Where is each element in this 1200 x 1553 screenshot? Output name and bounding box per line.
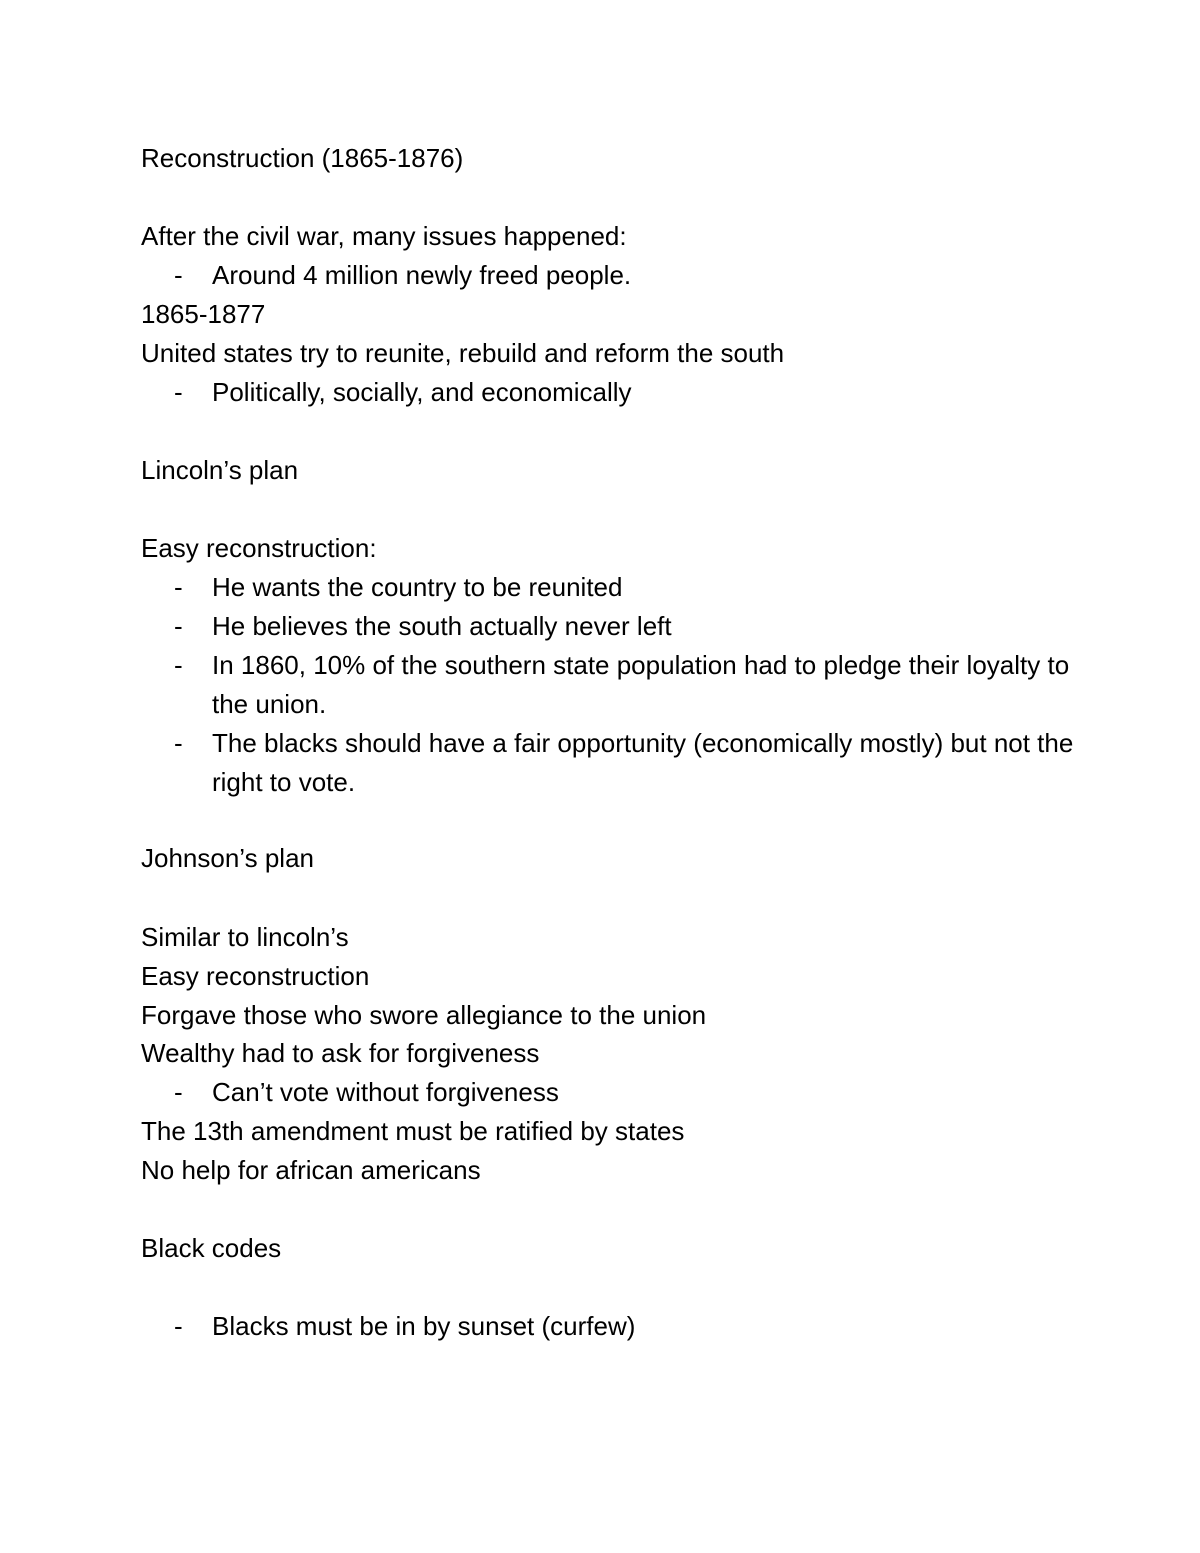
black-codes-heading: Black codes [141,1233,282,1263]
lincoln-bullet [141,646,1081,724]
bullet-text: Blacks must be in by sunset (curfew) [212,1311,636,1341]
intro-bullet [141,256,1081,295]
johnson-line: Similar to lincoln’s [141,922,349,952]
bullet-text: Around 4 million newly freed people. [212,260,632,290]
document-title: Reconstruction (1865-1876) [141,143,464,173]
bullet-text: In 1860, 10% of the southern state population had to pledge their loyalty to the union. [212,650,1070,719]
years-line: 1865-1877 [141,299,266,329]
lincoln-bullet [141,607,1081,646]
bullet-text: Politically, socially, and economically [212,377,632,407]
johnson-line: Wealthy had to ask for forgiveness [141,1038,540,1068]
bullet-dash: - [174,611,183,641]
johnson-line: The 13th amendment must be ratified by states [141,1116,685,1146]
johnson-heading: Johnson’s plan [141,843,314,873]
bullet-dash: - [174,650,183,680]
bullet-dash: - [174,260,183,290]
bullet-text: Can’t vote without forgiveness [212,1077,559,1107]
johnson-line: No help for african americans [141,1155,481,1185]
goal-bullet [141,373,1081,412]
bullet-text: He wants the country to be reunited [212,572,623,602]
goal-line: United states try to reunite, rebuild and reform the south [141,338,785,368]
bullet-dash: - [174,1311,183,1341]
bullet-dash: - [174,1077,183,1107]
bullet-dash: - [174,728,183,758]
bullet-dash: - [174,377,183,407]
lincoln-bullet [141,568,1081,607]
johnson-bullet [141,1073,1081,1112]
lincoln-heading: Lincoln’s plan [141,455,299,485]
intro-line: After the civil war, many issues happened: [141,221,627,251]
lincoln-bullet [141,724,1081,802]
johnson-line: Easy reconstruction [141,961,370,991]
bullet-text: The blacks should have a fair opportunity (economically mostly) but not the right to vote. [212,728,1074,797]
bullet-dash: - [174,572,183,602]
bullet-text: He believes the south actually never left [212,611,672,641]
black-codes-bullet [141,1307,1081,1346]
johnson-line: Forgave those who swore allegiance to the union [141,1000,707,1030]
lincoln-subheading: Easy reconstruction: [141,533,377,563]
